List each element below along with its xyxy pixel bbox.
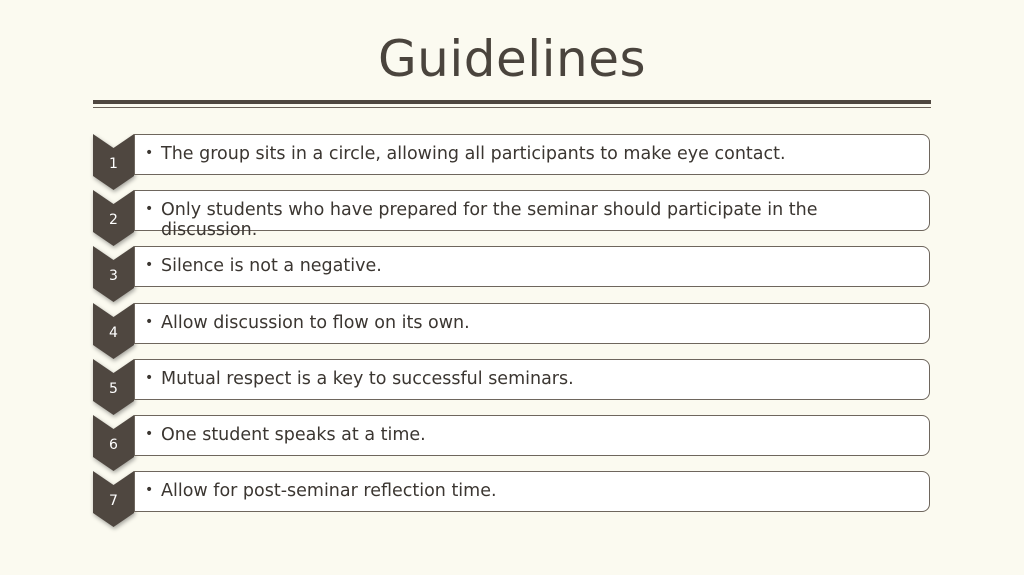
step-number: 5: [109, 380, 118, 397]
bullet-icon: •: [145, 201, 154, 218]
bullet-icon: •: [145, 482, 154, 499]
bullet-icon: •: [145, 426, 154, 442]
bullet-icon: •: [145, 145, 154, 161]
list-item: [0, 246, 1024, 302]
guideline-text: Only students who have prepared for the seminar should participate in the discussion.: [161, 200, 818, 241]
bullet-icon: •: [145, 369, 154, 386]
list-item: [0, 359, 1024, 415]
list-item: [0, 415, 1024, 471]
step-number: 6: [109, 437, 118, 453]
step-number: 2: [109, 212, 118, 229]
list-item: [0, 303, 1024, 359]
list-item: [0, 471, 1024, 527]
guideline-text: One student speaks at a time.: [161, 425, 426, 445]
guideline-text: The group sits in a circle, allowing all participants to make eye contact.: [161, 144, 786, 164]
guideline-text: Silence is not a negative.: [161, 256, 382, 277]
step-number: 3: [109, 268, 118, 285]
bullet-icon: •: [145, 257, 154, 274]
step-number: 7: [109, 493, 118, 510]
guideline-text: Allow for post-seminar reflection time.: [161, 481, 497, 502]
guideline-text: Allow discussion to flow on its own.: [161, 312, 470, 333]
list-item: [0, 190, 1024, 246]
slide-title: Guidelines: [377, 30, 647, 88]
list-item: [0, 134, 1024, 190]
guideline-text: Mutual respect is a key to successful seminars.: [161, 368, 574, 389]
step-number: 1: [109, 156, 118, 172]
bullet-icon: •: [145, 313, 154, 330]
step-number: 4: [109, 324, 118, 341]
